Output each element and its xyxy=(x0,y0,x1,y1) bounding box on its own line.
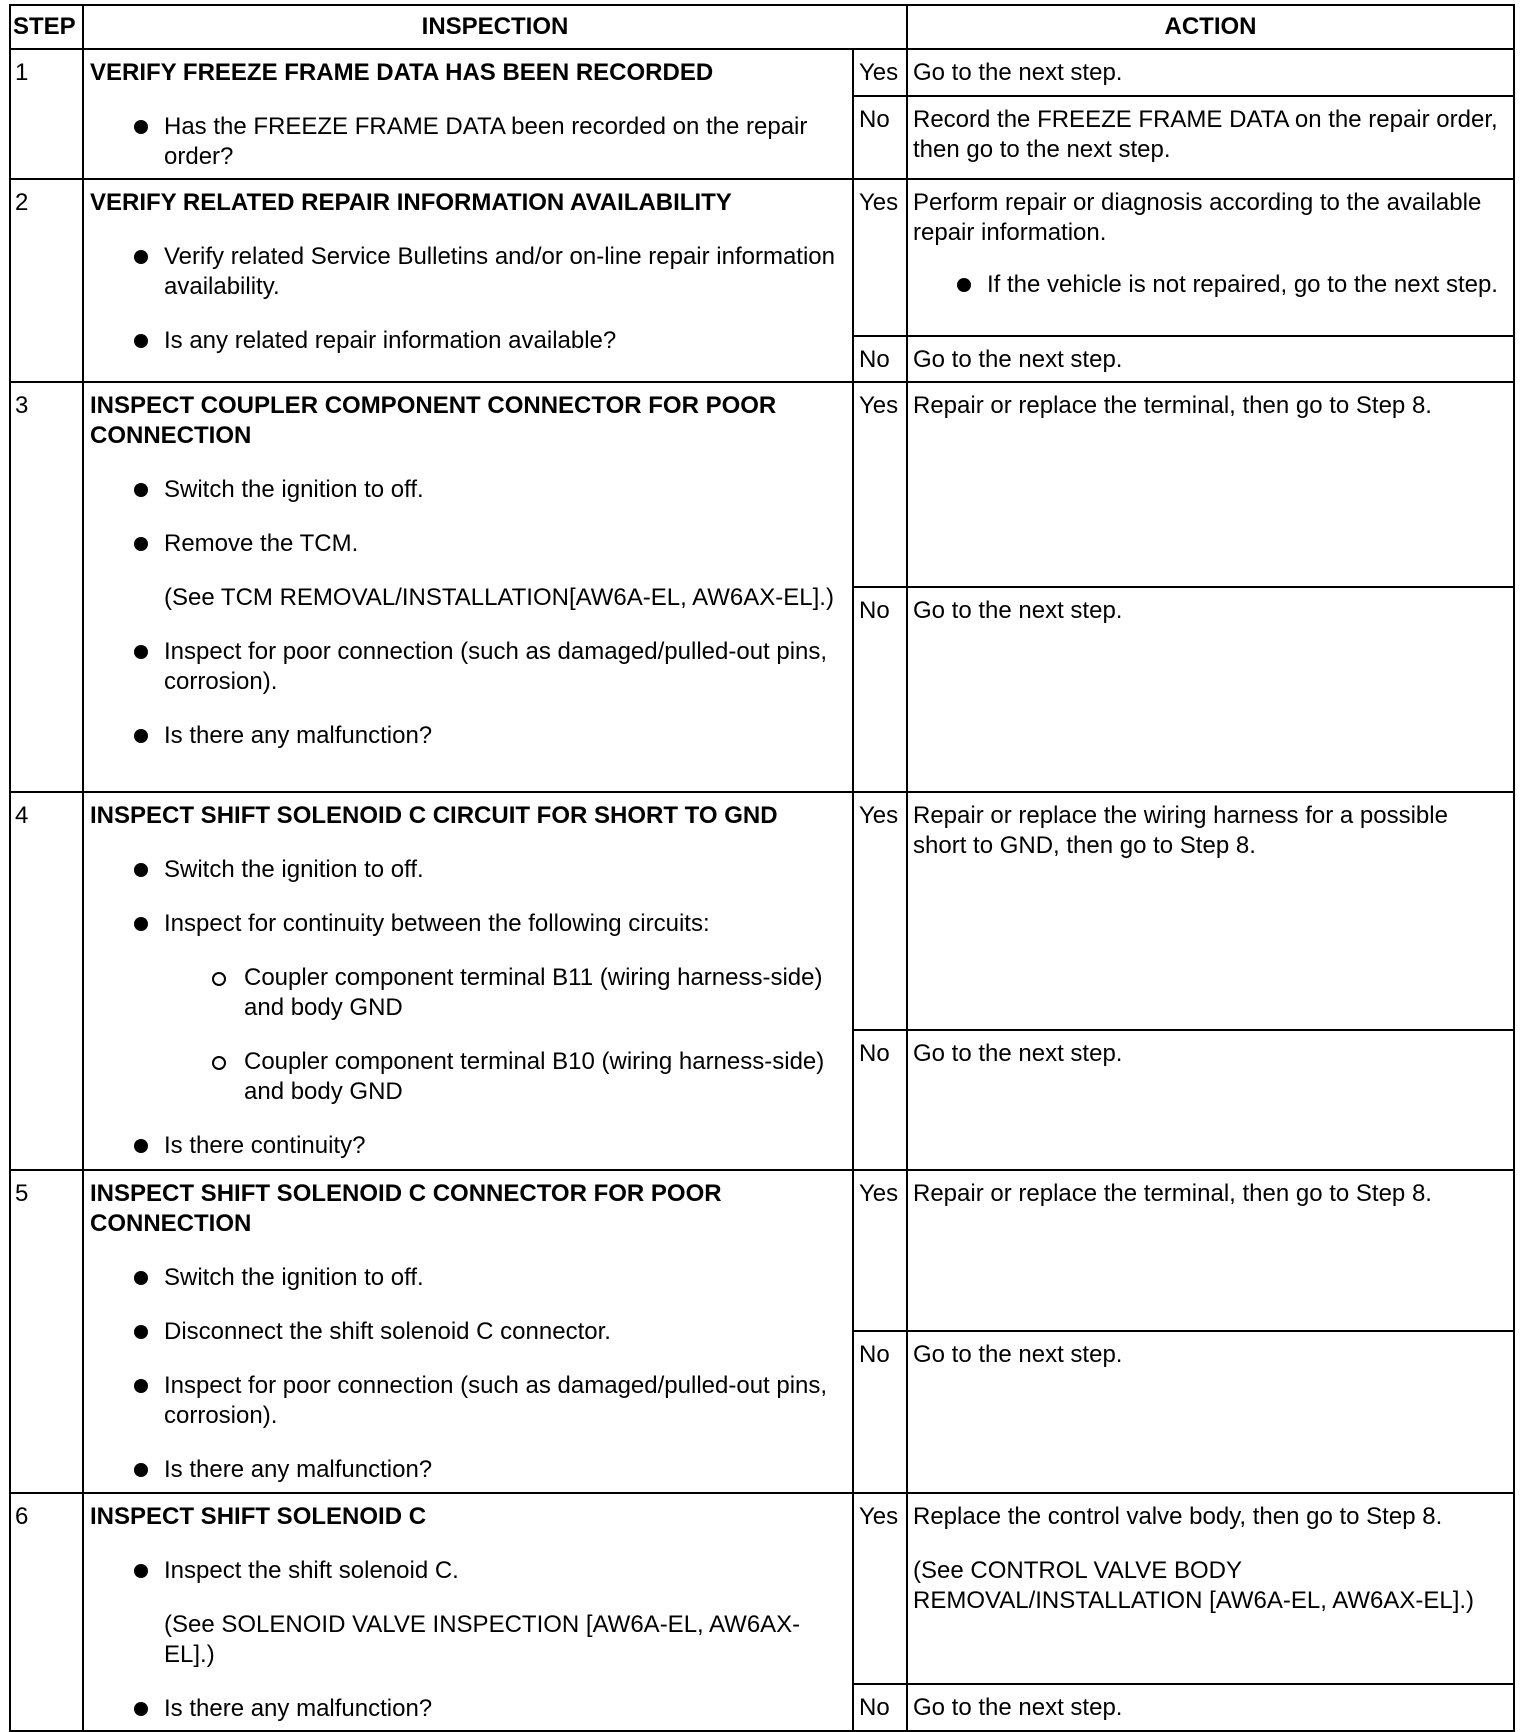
bullet-icon xyxy=(134,1325,148,1339)
yes-label: Yes xyxy=(853,49,907,96)
bullet-item xyxy=(126,1263,846,1293)
action-bullet-item xyxy=(953,270,1507,300)
bullet-text: Is there any malfunction? xyxy=(164,1456,433,1483)
inspection-title: VERIFY FREEZE FRAME DATA HAS BEEN RECORDED xyxy=(90,59,714,86)
step-row-2-yes xyxy=(10,179,1514,336)
bullet-icon xyxy=(134,1139,148,1153)
inspection-title: INSPECT COUPLER COMPONENT CONNECTOR FOR POOR CONNECTION xyxy=(90,392,777,449)
diagnostic-table xyxy=(9,4,1515,1732)
bullet-icon xyxy=(134,1702,148,1716)
step-number: 3 xyxy=(10,382,83,792)
no-action: Record the FREEZE FRAME DATA on the repair order, then go to the next step. xyxy=(907,96,1514,179)
inspection-title: INSPECT SHIFT SOLENOID C CONNECTOR FOR POOR CONNECTION xyxy=(90,1180,722,1237)
bullet-item xyxy=(126,1131,846,1161)
bullet-text: Is there any malfunction? xyxy=(164,722,433,749)
bullet-item xyxy=(126,721,846,751)
yes-action: Repair or replace the wiring harness for a possible short to GND, then go to Step 8. xyxy=(907,792,1514,1030)
step-number: 6 xyxy=(10,1493,83,1731)
bullet-icon xyxy=(134,1271,148,1285)
no-label: No xyxy=(853,1684,907,1731)
yes-action: Replace the control valve body, then go to Step 8. xyxy=(913,1503,1443,1530)
reference-note: (See TCM REMOVAL/INSTALLATION[AW6A-EL, AW6AX-EL].) xyxy=(164,584,834,611)
hollow-bullet-icon xyxy=(212,972,226,986)
bullet-icon xyxy=(134,645,148,659)
bullet-item xyxy=(126,1371,846,1431)
bullet-text: Inspect for poor connection (such as damaged/pulled-out pins, corrosion). xyxy=(164,638,828,695)
bullet-icon xyxy=(134,863,148,877)
bullet-text: Is there continuity? xyxy=(164,1132,366,1159)
bullet-text: Is any related repair information available? xyxy=(164,327,617,354)
step-number: 5 xyxy=(10,1170,83,1493)
no-action: Go to the next step. xyxy=(907,1030,1514,1170)
bullet-icon xyxy=(134,1564,148,1578)
bullet-icon xyxy=(134,1379,148,1393)
inspection-title: INSPECT SHIFT SOLENOID C xyxy=(90,1503,427,1530)
step-number: 4 xyxy=(10,792,83,1170)
bullet-item xyxy=(126,1317,846,1347)
bullet-text: Inspect the shift solenoid C. xyxy=(164,1557,459,1584)
header-row xyxy=(10,5,1514,49)
bullet-item xyxy=(126,326,846,356)
bullet-icon xyxy=(134,120,148,134)
yes-action-cell xyxy=(907,179,1514,336)
yes-label: Yes xyxy=(853,179,907,336)
reference-note: (See SOLENOID VALVE INSPECTION [AW6A-EL, AW6AX-EL].) xyxy=(164,1611,801,1668)
yes-label: Yes xyxy=(853,792,907,1030)
inspection-column-header: INSPECTION xyxy=(83,5,907,49)
action-bullet-text: If the vehicle is not repaired, go to the next step. xyxy=(987,271,1498,298)
bullet-text: Remove the TCM. xyxy=(164,530,359,557)
bullet-text: Verify related Service Bulletins and/or on-line repair information availability. xyxy=(164,243,836,300)
bullet-text: Has the FREEZE FRAME DATA been recorded on the repair order? xyxy=(164,113,808,170)
yes-action: Go to the next step. xyxy=(907,49,1514,96)
troubleshooting-sheet xyxy=(9,4,1513,1722)
no-label: No xyxy=(853,1030,907,1170)
inspection-cell xyxy=(83,792,853,1170)
bullet-icon xyxy=(134,1463,148,1477)
bullet-text: Switch the ignition to off. xyxy=(164,856,424,883)
no-action: Go to the next step. xyxy=(907,1331,1514,1493)
inspection-cell xyxy=(83,1493,853,1731)
no-action: Go to the next step. xyxy=(907,587,1514,792)
yes-action: Repair or replace the terminal, then go to Step 8. xyxy=(907,382,1514,587)
bullet-text: Is there any malfunction? xyxy=(164,1695,433,1722)
inspection-cell xyxy=(83,179,853,382)
step-row-5-yes xyxy=(10,1170,1514,1331)
no-label: No xyxy=(853,96,907,179)
hollow-bullet-icon xyxy=(212,1056,226,1070)
bullet-item xyxy=(126,1556,846,1586)
step-row-6-yes xyxy=(10,1493,1514,1684)
bullet-icon xyxy=(134,483,148,497)
bullet-icon xyxy=(134,917,148,931)
sub-bullet-text: Coupler component terminal B11 (wiring harness-side) and body GND xyxy=(244,964,823,1021)
bullet-text: Inspect for poor connection (such as damaged/pulled-out pins, corrosion). xyxy=(164,1372,828,1429)
yes-action: Repair or replace the terminal, then go to Step 8. xyxy=(907,1170,1514,1331)
step-number: 1 xyxy=(10,49,83,179)
bullet-icon xyxy=(134,729,148,743)
bullet-item xyxy=(126,242,846,302)
action-reference-note: (See CONTROL VALVE BODY REMOVAL/INSTALLATION [AW6A-EL, AW6AX-EL].) xyxy=(913,1557,1475,1614)
bullet-item xyxy=(126,855,846,885)
bullet-item xyxy=(126,1694,846,1724)
sub-bullet-item xyxy=(202,963,846,1023)
bullet-icon xyxy=(957,278,971,292)
no-action: Go to the next step. xyxy=(907,336,1514,382)
yes-label: Yes xyxy=(853,382,907,587)
step-column-header: STEP xyxy=(10,5,83,49)
bullet-text: Disconnect the shift solenoid C connector. xyxy=(164,1318,611,1345)
bullet-text: Switch the ignition to off. xyxy=(164,1264,424,1291)
inspection-cell xyxy=(83,1170,853,1493)
step-row-3-yes xyxy=(10,382,1514,587)
yes-action: Perform repair or diagnosis according to the available repair information. xyxy=(913,189,1482,246)
bullet-item xyxy=(126,909,846,939)
bullet-item xyxy=(126,637,846,697)
yes-label: Yes xyxy=(853,1493,907,1684)
bullet-text: Switch the ignition to off. xyxy=(164,476,424,503)
no-label: No xyxy=(853,587,907,792)
step-number: 2 xyxy=(10,179,83,382)
bullet-icon xyxy=(134,334,148,348)
bullet-text: Inspect for continuity between the following circuits: xyxy=(164,910,710,937)
sub-bullet-text: Coupler component terminal B10 (wiring harness-side) and body GND xyxy=(244,1048,825,1105)
bullet-item xyxy=(126,475,846,505)
bullet-item xyxy=(126,1455,846,1485)
step-row-1-yes xyxy=(10,49,1514,96)
bullet-icon xyxy=(134,537,148,551)
bullet-icon xyxy=(134,250,148,264)
no-action: Go to the next step. xyxy=(907,1684,1514,1731)
action-column-header: ACTION xyxy=(907,5,1514,49)
inspection-cell xyxy=(83,49,853,179)
bullet-item xyxy=(126,112,846,172)
no-label: No xyxy=(853,336,907,382)
inspection-cell xyxy=(83,382,853,792)
no-label: No xyxy=(853,1331,907,1493)
inspection-title: VERIFY RELATED REPAIR INFORMATION AVAILABILITY xyxy=(90,189,732,216)
yes-label: Yes xyxy=(853,1170,907,1331)
yes-action-cell xyxy=(907,1493,1514,1684)
inspection-title: INSPECT SHIFT SOLENOID C CIRCUIT FOR SHORT TO GND xyxy=(90,802,778,829)
bullet-item xyxy=(126,529,846,559)
sub-bullet-item xyxy=(202,1047,846,1107)
step-row-4-yes xyxy=(10,792,1514,1030)
